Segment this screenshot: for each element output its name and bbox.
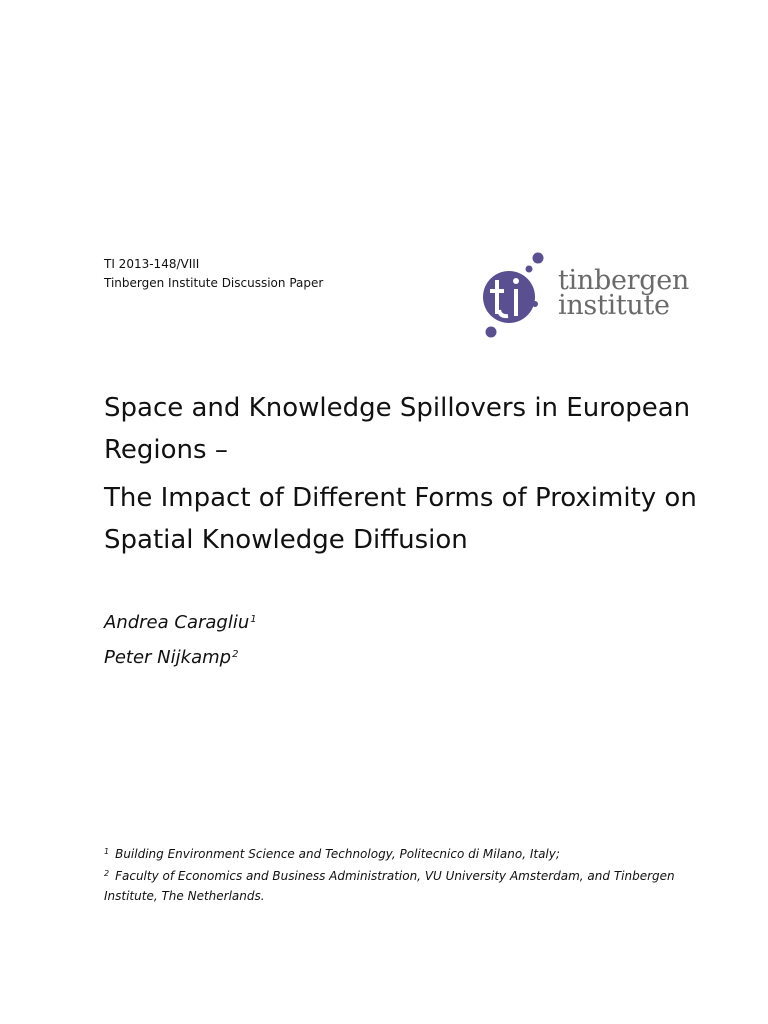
footnote-text: Building Environment Science and Technology, Politecnico di Milano, Italy; [115, 847, 560, 861]
title-subtitle: The Impact of Different Forms of Proximity on Spatial Knowledge Diffusion [104, 483, 697, 555]
logo-line-1: tinbergen [558, 265, 689, 296]
footnote-mark: 1 [104, 847, 110, 856]
author-list [104, 604, 257, 674]
footnote-text: Faculty of Economics and Business Administration, VU University Amsterdam, and Tinbergen Institute, The Netherlands. [104, 869, 675, 903]
ti-monogram-icon [478, 250, 554, 342]
author-name: Andrea Caragliu [104, 612, 250, 633]
logo-line-2: institute [558, 290, 670, 321]
footnote [104, 864, 694, 906]
author [104, 604, 257, 639]
author [104, 639, 257, 674]
affiliation-footnotes [104, 842, 694, 906]
series-number: TI 2013-148/VIII [104, 257, 200, 271]
title-main: Space and Knowledge Spillovers in European Regions – [104, 393, 691, 465]
footnote [104, 842, 694, 864]
author-affiliation-mark: 1 [250, 614, 257, 625]
author-affiliation-mark: 2 [232, 649, 239, 660]
paper-title [104, 387, 724, 561]
author-name: Peter Nijkamp [104, 647, 232, 668]
series-name: Tinbergen Institute Discussion Paper [104, 276, 324, 290]
paper-series-info [104, 255, 323, 293]
footnote-mark: 2 [104, 869, 110, 878]
tinbergen-institute-logo [478, 250, 698, 342]
